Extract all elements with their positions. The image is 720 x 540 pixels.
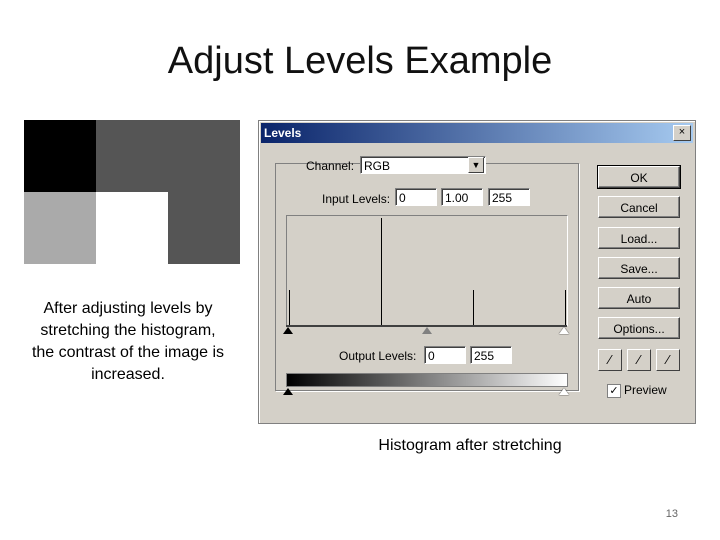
output-level-white[interactable]: 255 [470, 346, 512, 364]
output-level-black[interactable]: 0 [424, 346, 466, 364]
preview-checkbox[interactable]: ✓ [607, 384, 621, 398]
output-black-slider[interactable] [283, 388, 293, 395]
options-button[interactable]: Options... [598, 317, 680, 339]
page-number: 13 [665, 508, 678, 520]
image-block-black [24, 120, 96, 192]
output-levels-label: Output Levels: [339, 349, 417, 363]
channel-select[interactable]: RGB [360, 156, 486, 174]
slide-caption: After adjusting levels by stretching the histogram, the contrast of the image is increased. [31, 300, 225, 383]
white-eyedropper-icon[interactable]: ⁄ [656, 349, 680, 371]
histogram-caption: Histogram after stretching [378, 437, 562, 454]
gray-eyedropper-icon[interactable]: ⁄ [627, 349, 651, 371]
histogram-bar [381, 218, 382, 326]
input-gamma-slider[interactable] [422, 327, 432, 334]
input-level-black[interactable]: 0 [395, 188, 437, 206]
close-button[interactable]: × [673, 125, 691, 141]
image-block-dark-gray [96, 120, 240, 192]
image-block-dark-gray-2 [168, 192, 240, 264]
preview-label: Preview [624, 383, 667, 397]
histogram [286, 215, 568, 326]
auto-button[interactable]: Auto [598, 287, 680, 309]
sample-image [24, 120, 240, 264]
image-block-white [96, 192, 168, 264]
histogram-bar [473, 290, 474, 326]
histogram-bar [565, 290, 566, 326]
input-white-slider[interactable] [559, 327, 569, 334]
output-gradient [286, 373, 568, 387]
input-level-white[interactable]: 255 [488, 188, 530, 206]
save-button[interactable]: Save... [598, 257, 680, 279]
slide-title: Adjust Levels Example [167, 40, 553, 82]
output-white-slider[interactable] [559, 388, 569, 395]
dialog-title: Levels [264, 126, 302, 140]
chevron-down-icon[interactable]: ▼ [468, 157, 484, 173]
ok-button[interactable]: OK [598, 166, 680, 188]
input-levels-label: Input Levels: [322, 192, 391, 206]
channel-label: Channel: [306, 159, 355, 173]
cancel-button[interactable]: Cancel [598, 196, 680, 218]
input-level-gamma[interactable]: 1.00 [441, 188, 483, 206]
input-black-slider[interactable] [283, 327, 293, 334]
load-button[interactable]: Load... [598, 227, 680, 249]
dialog-titlebar [261, 123, 693, 143]
black-eyedropper-icon[interactable]: ⁄ [598, 349, 622, 371]
histogram-bar [289, 290, 290, 326]
image-block-light-gray [24, 192, 96, 264]
